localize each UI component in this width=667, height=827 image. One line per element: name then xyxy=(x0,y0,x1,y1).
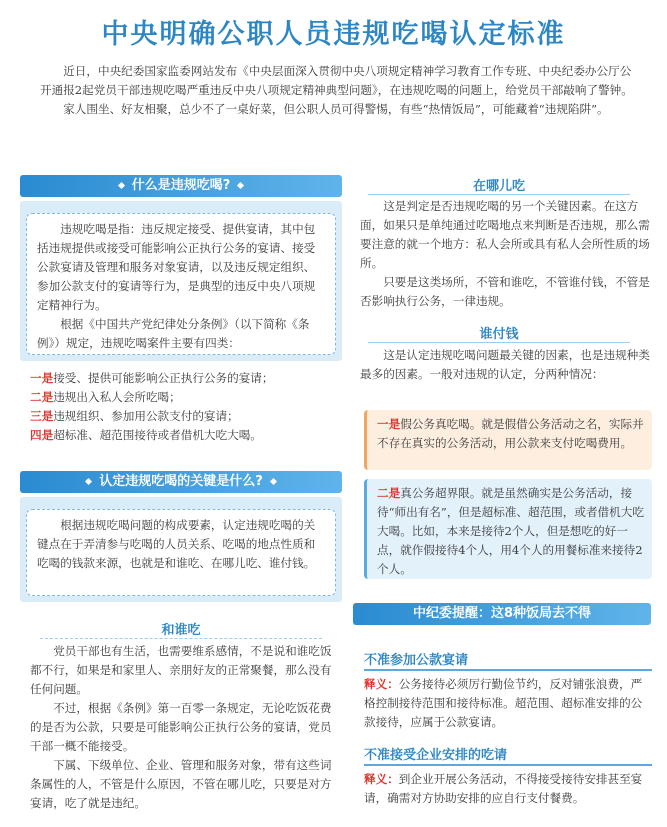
who-paragraph-1: 党员干部也有生活，也需要维系感情，不是说和谁吃饭都不行，如果是和家里人、亲朋好友的正常聚餐，那么没有任何问题。 xyxy=(30,644,332,696)
divider xyxy=(368,342,630,343)
diamond-icon xyxy=(270,478,277,485)
definition-panel xyxy=(20,201,342,361)
list-item: 一是接受、提供可能影响公正执行公务的宴请； xyxy=(30,371,274,385)
rule-2-label: 释义： xyxy=(364,772,399,786)
case-1-text: 一是假公务真吃喝。就是假借公务活动之名，实际并不存在真实的公务活动，用公款来支付吃喝费用。 xyxy=(377,417,644,450)
where-paragraph-1: 这是判定是否违规吃喝的另一个关键因素。在这方面，如果只是单纯通过吃喝地点来判断是否违规，那么需要注意的就一个地方：私人会所或具有私人会所性质的场所。 xyxy=(360,199,650,270)
section-heading-what-text: 什么是违规吃喝? xyxy=(131,178,231,193)
rule-1-body xyxy=(364,675,652,732)
rule-1-text: 公务接待必须厉行勤俭节约，反对铺张浪费，严格控制接待范围和接待标准。超范围、超标准安排的公款接待，应属于公款宴请。 xyxy=(364,677,643,729)
definition-text: 违规吃喝是指：违反规定接受、提供宴请，其中包括违规提供或接受可能影响公正执行公务的宴请、接受公款宴请及管理和服务对象宴请，以及违反规定组织、参加公款支付的宴请等行为，是典型的违反中央八项规定精神行为。 xyxy=(37,222,316,312)
diamond-icon xyxy=(237,182,244,189)
section-heading-what xyxy=(20,175,342,197)
regulation-text: 根据《中国共产党纪律处分条例》（以下简称《条例》）规定，违规吃喝案件主要有四类： xyxy=(37,317,310,350)
who-paragraph-2: 不过，根据《条例》第一百零一条规定，无论吃饭花费的是否为公款，只要是可能影响公正执行公务的宴请，党员干部一概不能接受。 xyxy=(30,701,332,753)
rule-1-label: 释义： xyxy=(364,677,399,691)
case-card-over-limit xyxy=(364,479,652,579)
rule-2-text: 到企业开展公务活动，不得接受接待安排甚至宴请，确需对方协助安排的应自行支付餐费。 xyxy=(364,772,643,805)
subheading-where: 在哪儿吃 xyxy=(472,179,525,194)
pay-intro xyxy=(360,346,650,384)
case-2-text: 二是真公务超界限。就是虽然确实是公务活动，接待“师出有名”，但是超标准、超范围，或者借机大吃大喝。比如，本来是接待2个人，但是想吃的好一点，就作假接待4个人，用4个人的用餐标准来接待2个人。 xyxy=(377,486,644,576)
diamond-icon xyxy=(118,182,125,189)
rule-1-title: 不准参加公款宴请 xyxy=(364,653,469,668)
diamond-icon xyxy=(85,478,92,485)
where-paragraph-2: 只要是这类场所，不管和谁吃，不管谁付钱，不管是否影响执行公务，一律违规。 xyxy=(360,275,650,308)
divider xyxy=(40,638,322,639)
case-card-fake-business xyxy=(364,410,652,470)
divider xyxy=(364,669,652,671)
section-heading-key-text: 认定违规吃喝的关键是什么? xyxy=(99,474,263,489)
where-section xyxy=(360,197,650,311)
who-section xyxy=(30,642,342,813)
key-panel xyxy=(20,497,342,602)
divider xyxy=(364,764,652,766)
key-card xyxy=(26,509,336,596)
section-heading-warning: 中纪委提醒：这8种饭局去不得 xyxy=(353,603,651,625)
rule-2-body xyxy=(364,770,652,808)
divider xyxy=(368,194,630,195)
section-heading-key xyxy=(20,471,342,493)
list-item: 四是超标准、超范围接待或者借机大吃大喝。 xyxy=(30,428,262,442)
four-types-list xyxy=(30,369,342,445)
list-item: 二是违规出入私人会所吃喝； xyxy=(30,390,181,404)
intro xyxy=(40,62,640,119)
page-title: 中央明确公职人员违规吃喝认定标准 xyxy=(101,19,566,50)
key-text: 根据违规吃喝问题的构成要素，认定违规吃喝的关键点在于弄清参与吃喝的人员关系、吃喝的地点性质和吃喝的钱款来源，也就是和谁吃、在哪儿吃、谁付钱。 xyxy=(37,518,316,570)
subheading-who: 和谁吃 xyxy=(161,623,201,638)
definition-card xyxy=(26,213,336,355)
pay-paragraph: 这是认定违规吃喝问题最关键的因素，也是违规种类最多的因素。一般对违规的认定，分两种情况： xyxy=(360,348,650,381)
subheading-pay: 谁付钱 xyxy=(479,327,519,342)
rule-2-title: 不准接受企业安排的吃请 xyxy=(364,748,508,763)
list-item: 三是违规组织、参加用公款支付的宴请； xyxy=(30,409,239,423)
intro-paragraph-1: 近日，中央纪委国家监委网站发布《中央层面深入贯彻中央八项规定精神学习教育工作专班、中央纪委办公厅公开通报2起党员干部违规吃喝严重违反中央八项规定精神典型问题》，在违规吃喝的问题上，给党员干部敲响了警钟。 xyxy=(40,64,633,97)
intro-paragraph-2: 家人围坐、好友相聚，总少不了一桌好菜，但公职人员可得警惕，有些“热情饭局”，可能藏着“违规陷阱”。 xyxy=(63,102,609,116)
who-paragraph-3: 下属、下级单位、企业、管理和服务对象，带有这些词条属性的人，不管是什么原因，不管在哪儿吃，只要是对方宴请，吃了就是违纪。 xyxy=(30,758,332,810)
